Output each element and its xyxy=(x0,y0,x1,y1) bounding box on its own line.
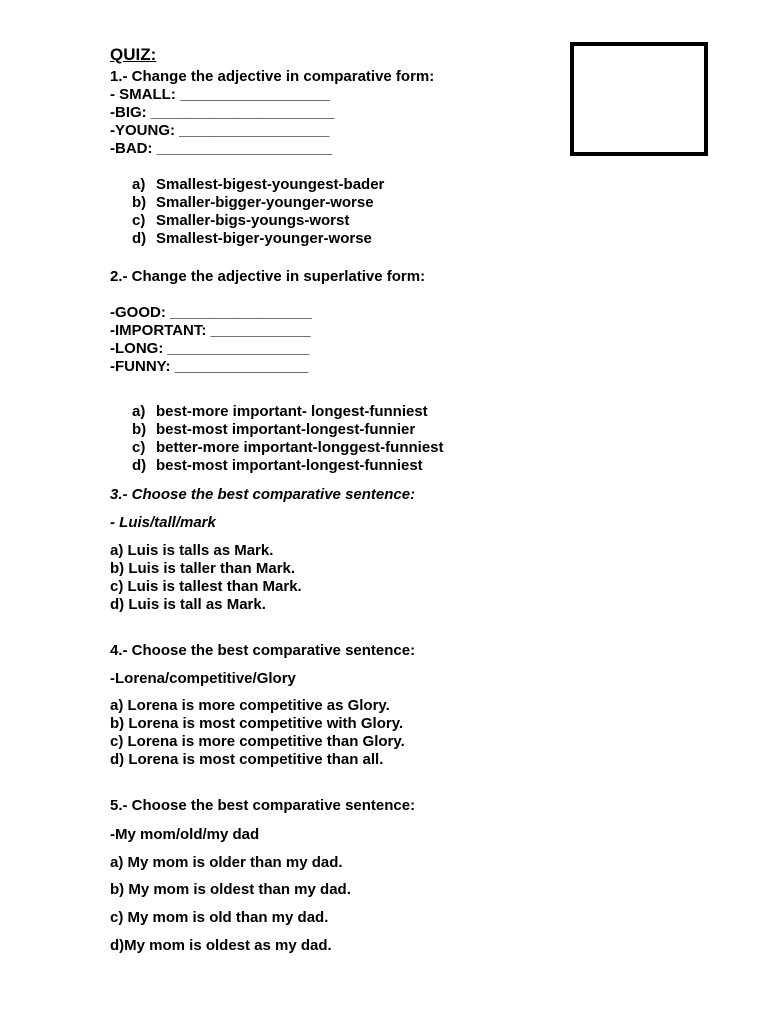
option-text: Smaller-bigger-younger-worse xyxy=(156,194,374,211)
option-label: b) xyxy=(132,194,147,211)
option-label: c) xyxy=(132,439,146,456)
q1-blank-small: - SMALL: __________________ xyxy=(110,86,331,103)
option-text: best-most important-longest-funniest xyxy=(156,457,423,474)
q1-option-a xyxy=(132,176,384,194)
option-text: Smallest-bigest-youngest-bader xyxy=(156,176,385,193)
q5-cue: -My mom/old/my dad xyxy=(110,826,260,843)
q4-option-d: d) Lorena is most competitive than all. xyxy=(110,751,384,768)
q1-blank-bad: -BAD: _____________________ xyxy=(110,140,332,157)
option-label: a) xyxy=(132,403,146,420)
q5-option-c: c) My mom is old than my dad. xyxy=(110,909,329,926)
q5-option-d: d)My mom is oldest as my dad. xyxy=(110,937,332,954)
q3-cue: - Luis/tall/mark xyxy=(110,514,216,531)
option-label: a) xyxy=(132,176,146,193)
option-label: d) xyxy=(132,230,147,247)
q3-option-c: c) Luis is tallest than Mark. xyxy=(110,578,302,595)
option-text: best-most important-longest-funnier xyxy=(156,421,416,438)
option-text: Smallest-biger-younger-worse xyxy=(156,230,372,247)
option-label: b) xyxy=(132,421,147,438)
option-label: d) xyxy=(132,457,147,474)
quiz-title: QUIZ: xyxy=(110,45,157,64)
option-label: c) xyxy=(132,212,146,229)
option-text: best-more important- longest-funniest xyxy=(156,403,428,420)
q3-option-a: a) Luis is talls as Mark. xyxy=(110,542,274,559)
score-box xyxy=(570,42,708,156)
q2-blank-important: -IMPORTANT: ____________ xyxy=(110,322,311,339)
q2-option-c xyxy=(132,439,444,457)
q5-prompt: 5.- Choose the best comparative sentence: xyxy=(110,797,416,814)
q5-option-a: a) My mom is older than my dad. xyxy=(110,854,343,871)
q2-blank-long: -LONG: _________________ xyxy=(110,340,310,357)
q3-option-b: b) Luis is taller than Mark. xyxy=(110,560,296,577)
q4-option-b: b) Lorena is most competitive with Glory. xyxy=(110,715,404,732)
q1-option-b xyxy=(132,194,374,212)
q1-blank-young: -YOUNG: __________________ xyxy=(110,122,330,139)
q2-blank-good: -GOOD: _________________ xyxy=(110,304,312,321)
option-text: better-more important-longgest-funniest xyxy=(156,439,444,456)
q2-option-b xyxy=(132,421,415,439)
q4-prompt: 4.- Choose the best comparative sentence: xyxy=(110,642,416,659)
q3-option-d: d) Luis is tall as Mark. xyxy=(110,596,266,613)
q1-option-c xyxy=(132,212,349,230)
q5-option-b: b) My mom is oldest than my dad. xyxy=(110,881,351,898)
q2-option-d xyxy=(132,457,423,475)
q4-option-a: a) Lorena is more competitive as Glory. xyxy=(110,697,390,714)
q2-blank-funny: -FUNNY: ________________ xyxy=(110,358,309,375)
q2-option-a xyxy=(132,403,428,421)
q2-prompt: 2.- Change the adjective in superlative form: xyxy=(110,268,426,285)
q1-blank-big: -BIG: ______________________ xyxy=(110,104,335,121)
q4-option-c: c) Lorena is more competitive than Glory. xyxy=(110,733,405,750)
q1-option-d xyxy=(132,230,372,248)
q4-cue: -Lorena/competitive/Glory xyxy=(110,670,296,687)
option-text: Smaller-bigs-youngs-worst xyxy=(156,212,350,229)
q1-prompt: 1.- Change the adjective in comparative form: xyxy=(110,68,435,85)
q3-prompt: 3.- Choose the best comparative sentence: xyxy=(110,486,416,503)
